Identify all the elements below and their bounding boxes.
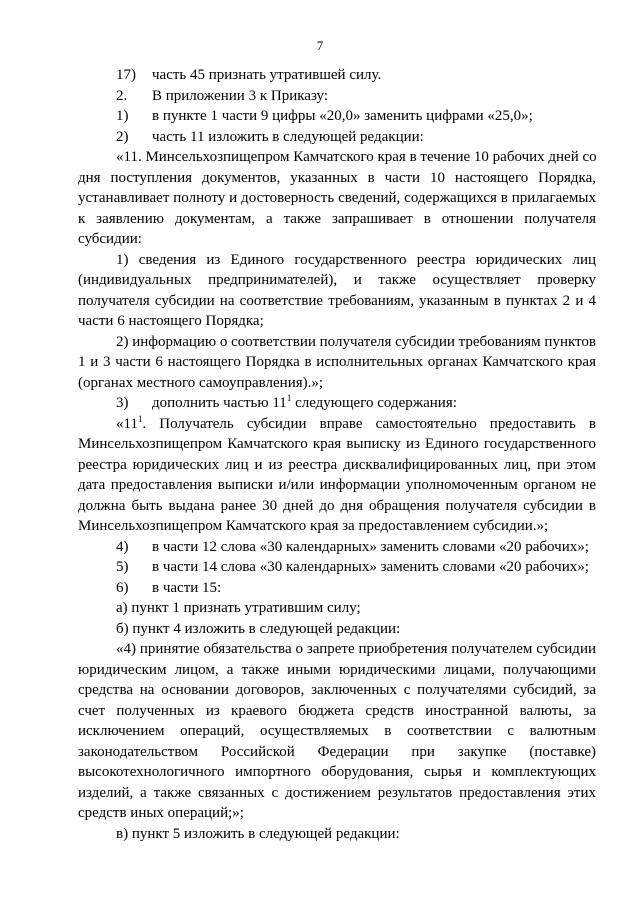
text-line: получателя субсидии на соответствие требованиям, указанным в пунктах 2 и 4 bbox=[78, 292, 596, 309]
list-item-number: 5) bbox=[116, 559, 129, 575]
list-item-text: В приложении 3 к Приказу: bbox=[152, 87, 329, 104]
text-line: в) пункт 5 изложить в следующей редакции: bbox=[116, 825, 400, 842]
list-item-text: часть 11 изложить в следующей редакции: bbox=[152, 128, 424, 145]
list-item-text: в пункте 1 части 9 цифры «20,0» заменить цифрами «25,0»; bbox=[152, 108, 533, 124]
list-item-text bbox=[152, 393, 457, 413]
list-item-number: 4) bbox=[116, 538, 129, 555]
text-line: средств иных операций;»; bbox=[78, 805, 244, 821]
list-item-text: часть 45 признать утратившей силу. bbox=[152, 67, 382, 83]
list-item-text: в части 15: bbox=[152, 579, 222, 596]
text-line: Минсельхозпищепром Камчатского края выписку из Единого государственного bbox=[78, 436, 596, 452]
text-part: «11 bbox=[116, 415, 138, 432]
list-item-number: 1) bbox=[116, 108, 129, 124]
list-item-number: 3) bbox=[116, 395, 129, 411]
list-item-number: 2. bbox=[116, 87, 128, 104]
text-line: «4) принятие обязательства о запрете приобретения получателем субсидии bbox=[116, 641, 596, 657]
text-line: высокотехнологичного импортного оборудования, сырья и комплектующих bbox=[78, 764, 596, 780]
list-item-text: в части 12 слова «30 календарных» заменить словами «20 рабочих»; bbox=[152, 538, 589, 555]
text-part: следующего содержания: bbox=[291, 395, 457, 411]
text-line: исключением операций, осуществляемых в соответствии с валютным bbox=[78, 723, 596, 739]
list-item-number: 17) bbox=[116, 67, 136, 83]
superscript: 1 bbox=[286, 393, 292, 403]
text-part: . Получатель субсидии вправе самостоятельно предоставить в bbox=[142, 415, 596, 432]
list-item-number: 2) bbox=[116, 128, 129, 145]
text-line: «11. Минсельхозпищепром Камчатского края в течение 10 рабочих дней со bbox=[116, 149, 597, 165]
page-number: 7 bbox=[316, 38, 324, 53]
text-line: должна быть выдана ранее 30 дней до дня обращения получателя субсидии в bbox=[78, 497, 596, 514]
list-item-number: 6) bbox=[116, 579, 129, 596]
text-line: (органах местного самоуправления).»; bbox=[78, 374, 324, 391]
text-line: субсидии: bbox=[78, 231, 142, 247]
text-line bbox=[116, 414, 596, 434]
text-line: средства на основании договоров, заключенных с получателями субсидий, за bbox=[78, 682, 596, 698]
text-line: 1 и 3 части 6 настоящего Порядка в исполнительных органах Камчатского края bbox=[78, 354, 596, 370]
text-line: к заявлению документам, а также запрашивает в отношении получателя bbox=[78, 210, 596, 227]
text-line: а) пункт 1 признать утратившим силу; bbox=[116, 600, 361, 616]
text-line: б) пункт 4 изложить в следующей редакции: bbox=[116, 620, 401, 637]
text-line: счет полученных из краевого бюджета средств иностранной валюты, за bbox=[78, 702, 596, 719]
text-line: 1) сведения из Единого государственного реестра юридических лиц bbox=[116, 251, 596, 268]
text-part: дополнить частью 11 bbox=[152, 395, 287, 411]
text-line: изделий, а также связанных с достижением результатов предоставления этих bbox=[78, 784, 596, 801]
list-item-text: в части 14 слова «30 календарных» заменить словами «20 рабочих»; bbox=[152, 559, 589, 575]
text-line: части 6 настоящего Порядка; bbox=[78, 313, 264, 329]
text-line: законодательством Российской Федерации при закупке (поставке) bbox=[78, 743, 596, 760]
text-line: устанавливает полноту и достоверность сведений, содержащихся в прилагаемых bbox=[78, 190, 596, 206]
text-line: дня поступления документов, указанных в части 10 настоящего Порядка, bbox=[78, 169, 596, 186]
text-line: 2) информацию о соответствии получателя субсидии требованиям пунктов bbox=[116, 333, 596, 350]
text-line: реестра юридических лиц и из реестра дисквалифицированных лиц, при этом bbox=[78, 456, 596, 473]
text-line: юридическим лицом, а также иными юридическими лицами, получающими bbox=[78, 661, 596, 678]
text-line: (индивидуальных предпринимателей), и также осуществляет проверку bbox=[78, 272, 596, 288]
text-line: дата предоставления выписки и/или информации уполномоченным органом не bbox=[78, 477, 596, 493]
text-line: Минсельхозпищепром Камчатского края за предоставлением субсидии.»; bbox=[78, 518, 549, 534]
superscript: 1 bbox=[137, 413, 143, 424]
